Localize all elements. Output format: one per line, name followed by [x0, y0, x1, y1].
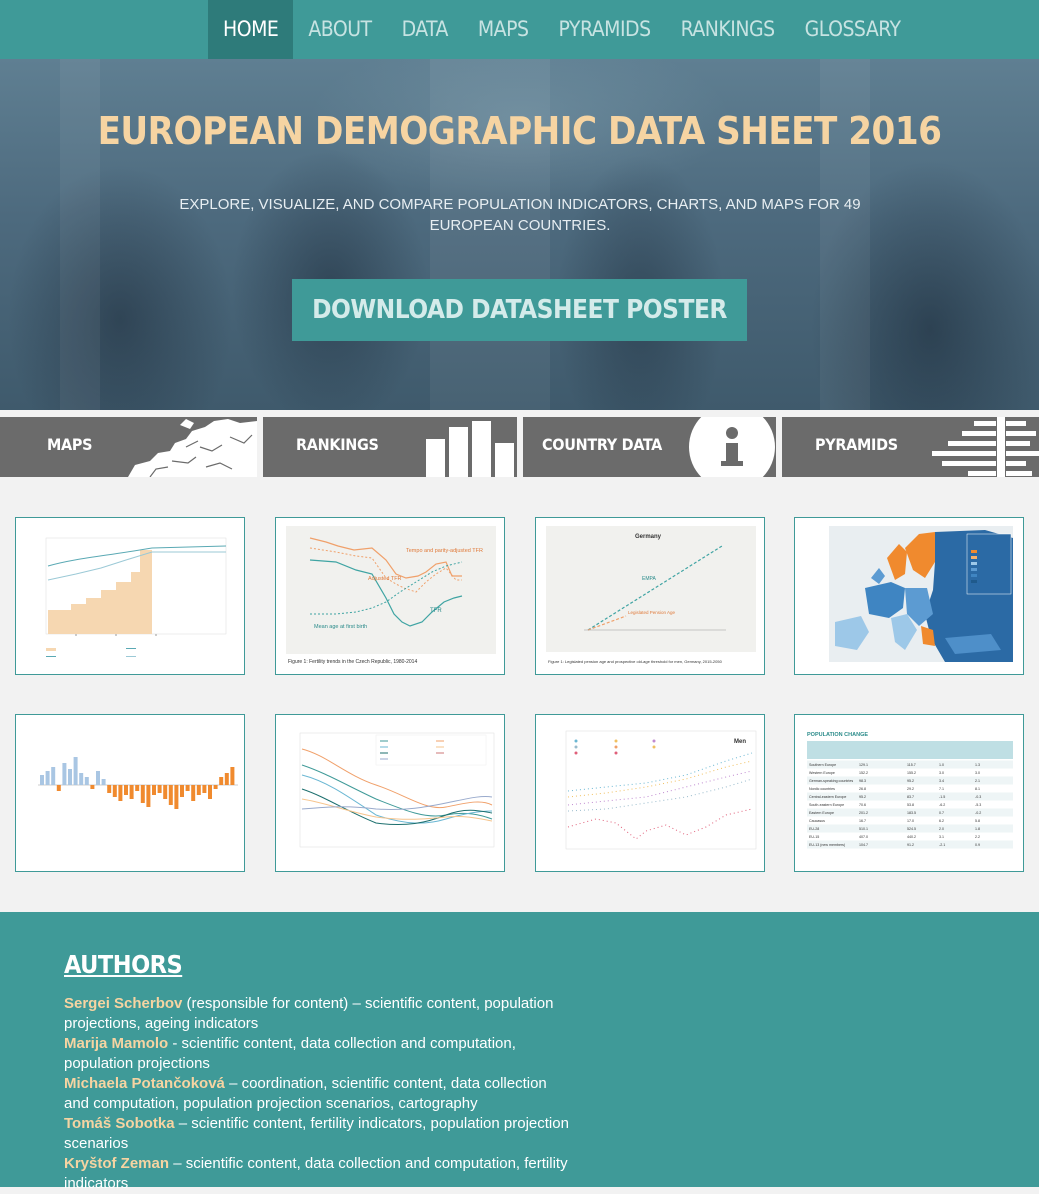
table-cell: 510.1	[859, 827, 868, 831]
info-icon	[523, 417, 776, 477]
author-name[interactable]: Marija Mamolo	[64, 1035, 169, 1052]
table-cell: 104.7	[859, 843, 868, 847]
table-cell: 8.1	[975, 787, 980, 791]
europe-choropleth-image	[795, 518, 1024, 675]
decorative-bar	[158, 785, 162, 793]
author-name[interactable]: Tomáš Sobotka	[64, 1115, 175, 1132]
hero-subtitle: EXPLORE, VISUALIZE, AND COMPARE POPULATION INDICATORS, CHARTS, AND MAPS FOR 49 EUROPEAN COUNTRIES.	[179, 196, 861, 234]
maps-tile-label: MAPS	[47, 435, 93, 454]
decorative-bar	[96, 771, 100, 785]
population-change-table-thumbnail[interactable]	[794, 714, 1024, 872]
table-cell: 152.2	[859, 771, 868, 775]
table-cell: 440.2	[907, 835, 916, 839]
table-cell: 183.5	[907, 811, 916, 815]
life-expectancy-thumbnail[interactable]	[535, 714, 765, 872]
author-role: – scientific content, data collection and computation, fertility indicators	[64, 1155, 568, 1192]
germany-legislated-label: Legislated Pension Age	[628, 610, 676, 615]
fertility-adjusted-label: Adjusted TFR	[368, 576, 402, 582]
table-cell: -5.3	[975, 803, 982, 807]
table-cell: 16.7	[859, 819, 866, 823]
decorative-bar	[152, 785, 156, 795]
decorative-bar	[214, 785, 218, 789]
table-cell: 3.0	[975, 771, 980, 775]
fertility-mab-label: Mean age at first birth	[314, 624, 368, 630]
table-cell: 29.2	[907, 787, 914, 791]
fertility-caption: Figure 1: Fertility trends in the Czech Republic, 1980-2014	[288, 659, 418, 665]
table-cell: 98.3	[859, 779, 866, 783]
decorative-bar	[191, 785, 195, 801]
decorative-bar	[219, 777, 223, 785]
table-cell: 3.4	[939, 779, 944, 783]
life-expectancy-image	[536, 715, 765, 872]
decorative-bar	[102, 779, 106, 785]
table-cell: South-eastern Europe	[809, 803, 845, 807]
nav-menu	[208, 0, 916, 59]
table-cell: Caucasus	[809, 819, 825, 823]
decorative-bar	[186, 785, 190, 791]
table-cell: -2.1	[939, 843, 946, 847]
decorative-bar	[74, 757, 78, 785]
decorative-bar	[202, 785, 206, 793]
population-chart-image	[16, 518, 245, 675]
decorative-bar	[141, 785, 145, 803]
decorative-bar	[174, 785, 178, 809]
author-name[interactable]: Kryštof Zeman	[64, 1155, 170, 1172]
author-entry	[64, 1034, 574, 1074]
bar-chart-icon	[263, 417, 517, 477]
authors-list	[64, 994, 574, 1194]
decorative-bar	[130, 785, 134, 799]
decorative-bar	[197, 785, 201, 795]
fertility-trends-image	[276, 518, 505, 675]
decorative-bar	[169, 785, 173, 805]
hero-banner	[0, 59, 1039, 410]
table-cell: 95.2	[859, 795, 866, 799]
germany-caption: Figure 1: Legislated pension age and prospective old-age threshold for men, Germany, 2015-2050	[548, 659, 722, 664]
table-cell: -6.2	[939, 803, 946, 807]
decorative-bar	[85, 777, 89, 785]
table-cell: -1.5	[939, 795, 946, 799]
population-change-bars-image	[16, 715, 245, 872]
table-cell: Western Europe	[809, 771, 835, 775]
author-name[interactable]: Sergei Scherbov	[64, 995, 183, 1012]
decorative-bar	[146, 785, 150, 807]
rankings-tile-label: RANKINGS	[296, 435, 379, 454]
table-cell: EU-28	[809, 827, 820, 831]
decorative-bar	[62, 763, 66, 785]
population-chart-thumbnail[interactable]	[15, 517, 245, 675]
decorative-bar	[51, 767, 55, 785]
nav-home[interactable]: HOME	[208, 0, 293, 59]
germany-chart-title: Germany	[634, 534, 662, 540]
table-cell: 2.0	[939, 827, 944, 831]
author-role: – scientific content, fertility indicators, population projection scenarios	[64, 1115, 569, 1152]
table-cell: 53.8	[907, 803, 914, 807]
decorative-bar	[40, 775, 44, 785]
table-cell: EU-13 (new members)	[809, 843, 846, 847]
tfr-regions-thumbnail[interactable]	[275, 714, 505, 872]
rankings-tile[interactable]	[263, 417, 517, 477]
table-cell: 407.0	[859, 835, 868, 839]
population-change-table-image	[795, 715, 1024, 872]
table-cell: 70.6	[859, 803, 866, 807]
table-cell: 26.8	[859, 787, 866, 791]
decorative-bar	[113, 785, 117, 797]
author-role: (responsible for content) – scientific content, population projections, ageing indicators	[64, 995, 554, 1032]
pyramids-tile-label: PYRAMIDS	[815, 435, 898, 454]
pop-change-table-rows	[807, 761, 1013, 849]
table-cell: 1.0	[939, 763, 944, 767]
decorative-bar	[163, 785, 167, 799]
pyramids-tile[interactable]	[782, 417, 1039, 477]
decorative-bar	[225, 773, 229, 785]
decorative-bar	[68, 769, 72, 785]
decorative-bar	[57, 785, 61, 791]
table-cell: -0.3	[975, 795, 982, 799]
table-cell: 17.0	[907, 819, 914, 823]
download-poster-button[interactable]: DOWNLOAD DATASHEET POSTER	[292, 279, 747, 341]
table-cell: -0.2	[975, 811, 982, 815]
decorative-bar	[118, 785, 122, 801]
table-cell: 129.1	[859, 763, 868, 767]
nav-pyramids[interactable]: PYRAMIDS	[558, 17, 651, 41]
author-entry	[64, 994, 574, 1034]
table-cell: 6.2	[939, 819, 944, 823]
table-cell: German-speaking countries	[809, 779, 854, 783]
population-change-bars-thumbnail[interactable]	[15, 714, 245, 872]
table-cell: EU-15	[809, 835, 820, 839]
europe-map-thumbnail[interactable]	[794, 517, 1024, 675]
fertility-tempo-label: Tempo and parity-adjusted TFR	[406, 548, 483, 554]
table-cell: 91.2	[907, 843, 914, 847]
table-cell: Nordic countries	[809, 787, 835, 791]
table-cell: 3.1	[939, 835, 944, 839]
table-cell: 2.2	[975, 835, 980, 839]
table-cell: Eastern Europe	[809, 811, 834, 815]
authors-heading: AUTHORS	[64, 950, 183, 979]
nav-glossary[interactable]: GLOSSARY	[804, 17, 901, 41]
germany-pension-image	[536, 518, 765, 675]
author-name[interactable]: Michaela Potančoková	[64, 1075, 225, 1092]
decorative-bar	[90, 785, 94, 789]
decorative-bar	[208, 785, 212, 799]
decorative-bar	[124, 785, 128, 795]
nav-data[interactable]: DATA	[401, 17, 448, 41]
table-cell: 155.2	[907, 771, 916, 775]
authors-section	[0, 912, 1039, 1192]
maps-tile[interactable]	[0, 417, 257, 477]
top-navigation	[0, 0, 1039, 59]
table-cell: 0.9	[975, 843, 980, 847]
germany-empa-label: EMPA	[642, 576, 656, 582]
decorative-bar	[135, 785, 139, 791]
table-cell: 2.1	[975, 779, 980, 783]
table-cell: 201.2	[859, 811, 868, 815]
table-cell: 95.2	[907, 779, 914, 783]
tfr-regions-image	[276, 715, 505, 872]
nav-rankings[interactable]: RANKINGS	[680, 17, 775, 41]
author-entry	[64, 1154, 574, 1194]
country-data-tile-label: COUNTRY DATA	[542, 435, 662, 454]
nav-about[interactable]: ABOUT	[308, 17, 372, 41]
author-entry	[64, 1114, 574, 1154]
decorative-bar	[230, 767, 234, 785]
life-expectancy-men-label: Men	[734, 739, 746, 745]
table-cell: 0.7	[939, 811, 944, 815]
table-cell: Southern Europe	[809, 763, 837, 767]
author-role: - scientific content, data collection and computation, population projections	[64, 1035, 516, 1072]
table-cell: 3.0	[939, 771, 944, 775]
nav-maps[interactable]: MAPS	[477, 17, 529, 41]
table-cell: 1.3	[975, 763, 980, 767]
author-entry	[64, 1074, 574, 1114]
table-cell: 1.8	[975, 827, 980, 831]
table-cell: 115.7	[907, 763, 916, 767]
table-cell: Central-eastern Europe	[809, 795, 847, 799]
table-cell: 524.5	[907, 827, 916, 831]
fertility-tfr-label: TFR	[430, 608, 442, 614]
decorative-bar	[46, 771, 50, 785]
decorative-bar	[180, 785, 184, 797]
pop-change-table-title: POPULATION CHANGE	[807, 732, 869, 738]
decorative-bar	[107, 785, 111, 793]
country-data-tile[interactable]	[523, 417, 776, 477]
hero-title: EUROPEAN DEMOGRAPHIC DATA SHEET 2016	[97, 109, 942, 153]
table-cell: 5.8	[975, 819, 980, 823]
table-cell: 83.7	[907, 795, 914, 799]
table-cell: 7.1	[939, 787, 944, 791]
fertility-trends-thumbnail[interactable]	[275, 517, 505, 675]
decorative-bar	[79, 773, 83, 785]
germany-pension-thumbnail[interactable]	[535, 517, 765, 675]
author-role: – coordination, scientific content, data collection and computation, population projection scenarios, cartography	[64, 1075, 547, 1112]
population-pyramid-icon	[782, 417, 1039, 477]
europe-map-icon	[0, 417, 257, 477]
